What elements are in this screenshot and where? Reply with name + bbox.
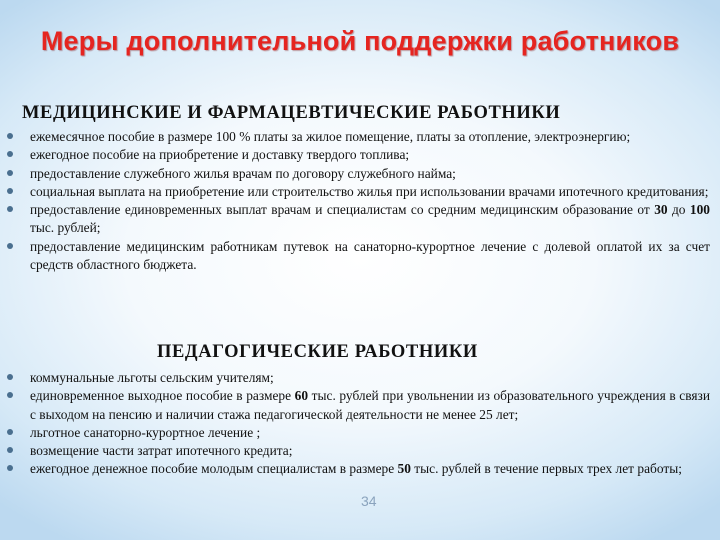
list-item-text: льготное санаторно-курортное лечение ; [30, 424, 261, 440]
list-item [0, 442, 720, 460]
medical-measures-list [0, 128, 720, 274]
section-heading-medical: МЕДИЦИНСКИЕ И ФАРМАЦЕВТИЧЕСКИЕ РАБОТНИКИ [22, 103, 561, 123]
list-item [0, 387, 720, 424]
list-item-text: ежемесячное пособие в размере 100 % платы за жилое помещение, платы за отопление, электроэнергию; [30, 129, 631, 144]
bullet-icon [7, 170, 13, 176]
bullet-icon [7, 447, 13, 453]
list-item-text: социальная выплата на приобретение или строительство жилья при использовании врачами ипотечного кредитования; [30, 183, 709, 199]
list-item-text: предоставление единовременных выплат врачам и специалистам со средним медицинским образование от 30 до 100 тыс. рублей; [30, 202, 710, 236]
bullet-icon [7, 243, 13, 249]
bullet-icon [7, 151, 13, 157]
bullet-icon [7, 374, 13, 380]
slide-title: Меры дополнительной поддержки работников [40, 26, 680, 56]
list-item-text: единовременное выходное пособие в размере 60 тыс. рублей при увольнении из образовательного учреждения в связи с выходом на пенсию и наличии стажа педагогической деятельности не менее 25 лет; [30, 388, 711, 422]
list-item [0, 460, 720, 478]
bullet-icon [7, 188, 13, 194]
list-item [0, 201, 720, 238]
list-item [0, 424, 720, 442]
section-heading-pedagogical: ПЕДАГОГИЧЕСКИЕ РАБОТНИКИ [157, 342, 478, 362]
bullet-icon [7, 465, 13, 471]
list-item [0, 165, 720, 183]
pedagogical-measures-list [0, 369, 720, 479]
page-number: 34 [361, 493, 377, 509]
list-item [0, 146, 720, 164]
list-item-text: ежегодное денежное пособие молодым специалистам в размере 50 тыс. рублей в течение первых трех лет работы; [30, 461, 682, 477]
list-item-text: ежегодное пособие на приобретение и доставку твердого топлива; [30, 147, 410, 163]
list-item [0, 369, 720, 387]
list-item-text: возмещение части затрат ипотечного кредита; [30, 443, 293, 459]
list-item [0, 183, 720, 201]
bullet-icon [7, 206, 13, 212]
list-item-text: предоставление медицинским работникам путевок на санаторно-курортное лечение с долевой оплатой их за счет средств областного бюджета. [30, 238, 710, 273]
bullet-icon [7, 133, 13, 139]
bullet-icon [7, 429, 13, 435]
list-item [0, 128, 720, 146]
list-item-text: предоставление служебного жилья врачам по договору служебного найма; [30, 165, 456, 181]
list-item-text: коммунальные льготы сельским учителям; [30, 370, 274, 385]
list-item [0, 238, 720, 275]
bullet-icon [7, 392, 13, 398]
